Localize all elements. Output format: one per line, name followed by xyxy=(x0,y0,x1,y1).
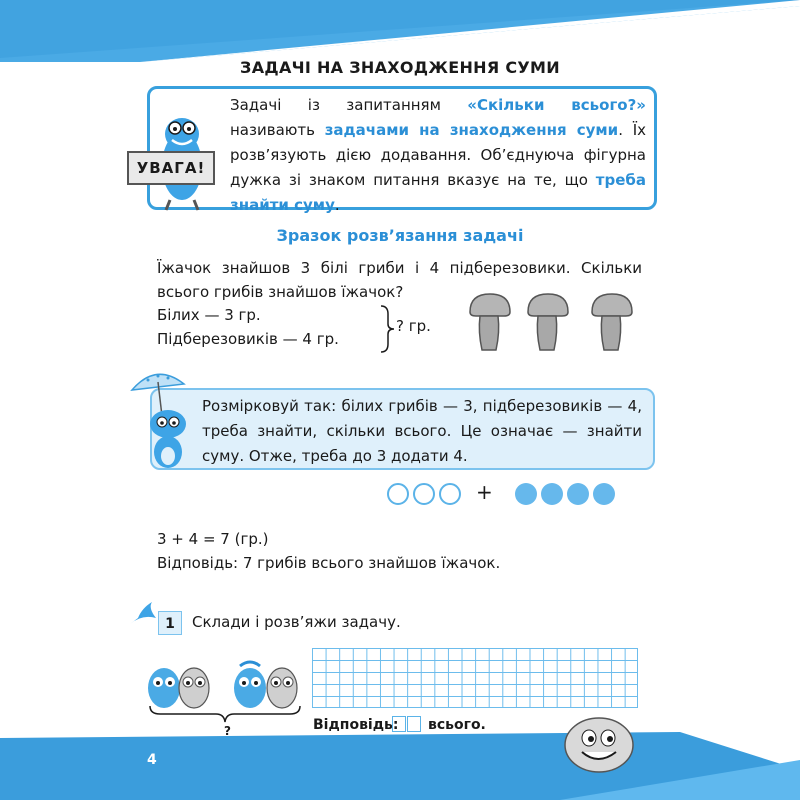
bottom-brace-icon xyxy=(148,704,302,726)
rule-highlight: треба знайти суму xyxy=(230,171,646,214)
mushroom-icon xyxy=(590,292,636,354)
answer-label: Відповідь: xyxy=(313,717,399,733)
empty-circle xyxy=(387,483,409,505)
bottom-decor-band xyxy=(0,730,800,800)
sample-answer: Відповідь: 7 грибів всього знайшов їжачок. xyxy=(157,554,501,572)
rule-text-part: Задачі із запитанням xyxy=(230,96,468,114)
answer-box[interactable] xyxy=(392,716,406,732)
attention-badge: УВАГА! xyxy=(127,151,215,185)
short-note-line-1: Білих — 3 гр. xyxy=(157,306,261,324)
brace-question-mark: ? xyxy=(224,724,231,738)
rule-highlight: задачами на знаходження суми xyxy=(324,121,619,139)
bird-icon xyxy=(128,600,160,630)
empty-circle xyxy=(439,483,461,505)
smiley-face-icon xyxy=(562,716,636,774)
page-number: 4 xyxy=(147,752,157,768)
equation: 3 + 4 = 7 (гр.) xyxy=(157,530,269,548)
rule-text xyxy=(230,93,646,218)
plus-sign: + xyxy=(476,480,493,504)
exercise-instruction: Склади і розв’яжи задачу. xyxy=(192,613,401,631)
empty-circle xyxy=(413,483,435,505)
rule-text-part: . xyxy=(334,196,340,214)
filled-circle xyxy=(567,483,589,505)
filled-circle xyxy=(541,483,563,505)
sample-title: Зразок розв’язання задачі xyxy=(276,226,524,245)
page-title: ЗАДАЧІ НА ЗНАХОДЖЕННЯ СУМИ xyxy=(240,58,560,77)
filled-circle xyxy=(593,483,615,505)
answer-box[interactable] xyxy=(407,716,421,732)
exercise-number: 1 xyxy=(158,611,182,635)
filled-circle xyxy=(515,483,537,505)
brace-question: ? гр. xyxy=(396,317,431,335)
rule-highlight: «Скільки всього?» xyxy=(467,96,646,114)
rule-text-part: називають xyxy=(230,121,325,139)
rule-text-part: . Їх розв’язують дією додавання. Об’єднуюча фігурна дужка зі знаком питання вказує на те, що xyxy=(230,121,646,189)
writing-grid[interactable] xyxy=(312,648,638,708)
umbrella-mascot-icon xyxy=(128,366,200,470)
answer-word: всього. xyxy=(428,717,486,733)
task-text: Їжачок знайшов 3 білі гриби і 4 підберезовики. Скільки всього грибів знайшов їжачок? xyxy=(157,259,642,301)
short-note-line-2: Підберезовиків — 4 гр. xyxy=(157,330,339,348)
mushrooms-icon xyxy=(468,292,584,354)
reasoning-text: Розмірковуй так: білих грибів — 3, підберезовиків — 4, треба знайти, скільки всього. Це означає — знайти суму. Отже, треба до 3 додати 4. xyxy=(202,397,642,465)
curly-brace-icon xyxy=(378,304,396,354)
